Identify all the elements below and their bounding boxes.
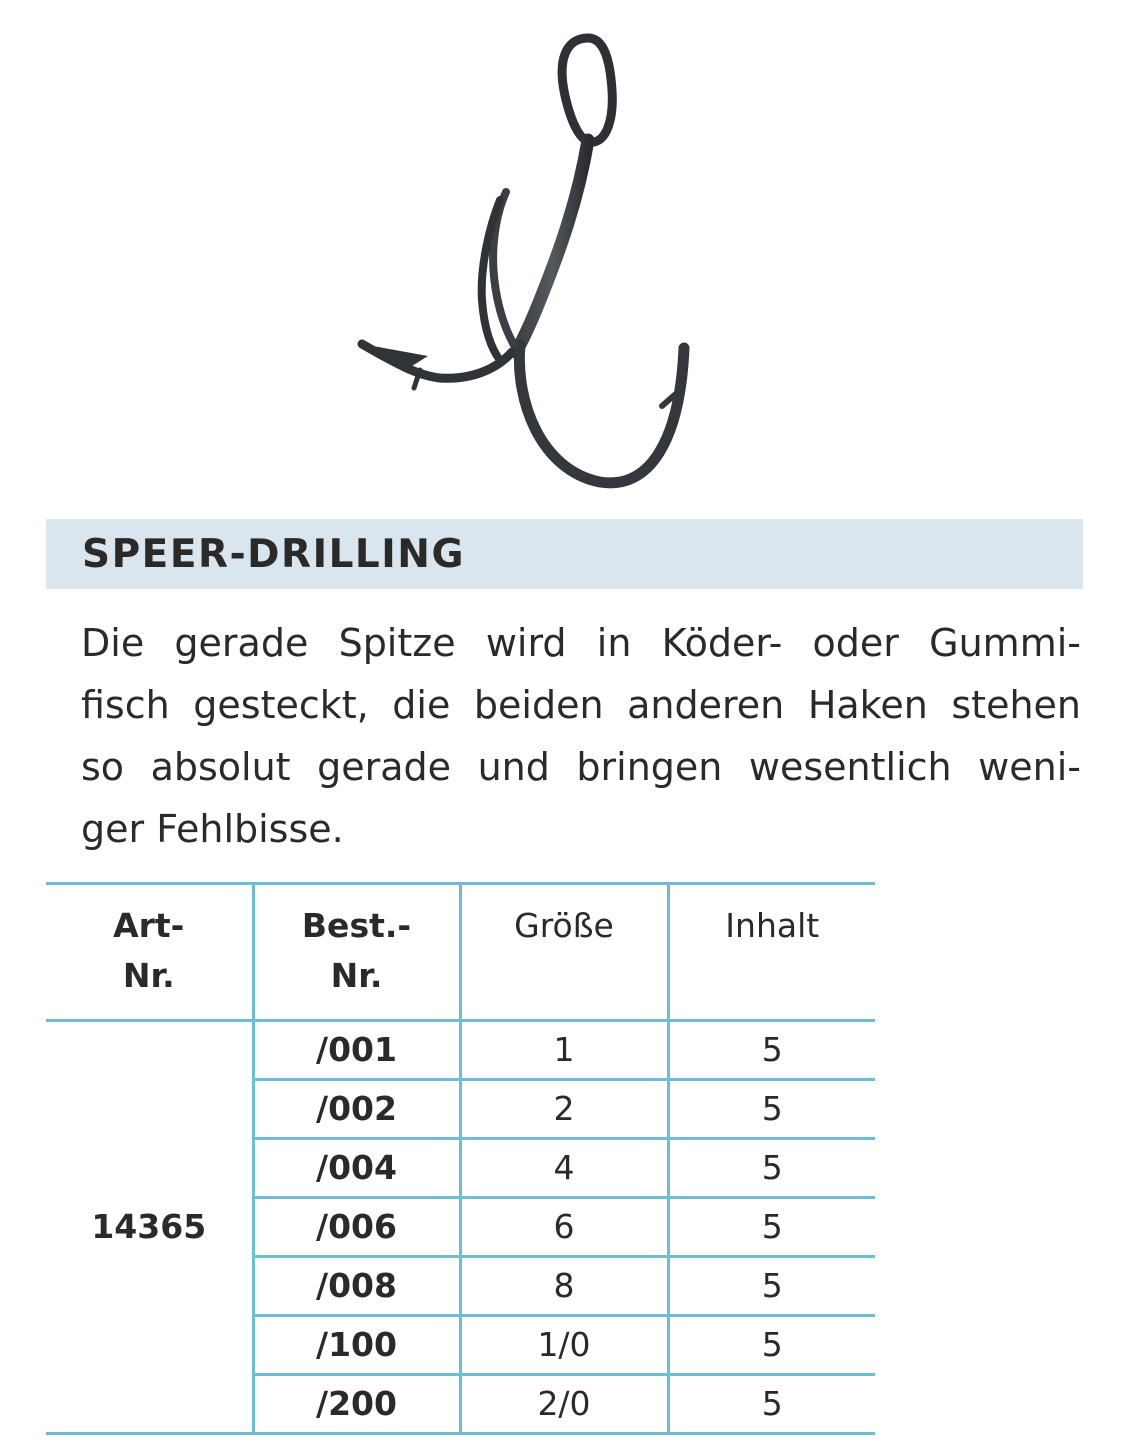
header-inhalt: Inhalt [668,884,875,1021]
description-line: ger Fehlbisse. [81,807,344,851]
title-band [46,519,1083,589]
groesse-cell: 4 [460,1139,668,1198]
header-art-nr [46,884,253,1021]
inhalt-cell: 5 [668,1139,875,1198]
art-nr-cell: 14365 [46,1021,253,1434]
header-art-nr-line1: Art- [113,906,185,945]
description-line: fisch gesteckt, die beiden anderen Haken stehen [81,683,1081,727]
inhalt-cell: 5 [668,1375,875,1434]
best-nr-cell: /002 [253,1080,460,1139]
groesse-cell: 6 [460,1198,668,1257]
header-best-nr [253,884,460,1021]
description-line: Die gerade Spitze wird in Köder- oder Gummi- [81,621,1081,665]
best-nr-cell: /001 [253,1021,460,1080]
best-nr-cell: /100 [253,1316,460,1375]
groesse-cell: 2/0 [460,1375,668,1434]
groesse-cell: 1 [460,1021,668,1080]
inhalt-cell: 5 [668,1198,875,1257]
groesse-cell: 8 [460,1257,668,1316]
inhalt-cell: 5 [668,1080,875,1139]
inhalt-cell: 5 [668,1021,875,1080]
best-nr-cell: /008 [253,1257,460,1316]
header-art-nr-line2: Nr. [122,956,175,995]
treble-hook-icon [340,28,700,498]
table-row [46,1021,875,1080]
best-nr-cell: /006 [253,1198,460,1257]
header-groesse: Größe [460,884,668,1021]
groesse-cell: 1/0 [460,1316,668,1375]
spec-table [46,882,875,1435]
product-description [81,612,1081,860]
product-title: SPEER-DRILLING [82,532,465,577]
inhalt-cell: 5 [668,1257,875,1316]
best-nr-cell: /004 [253,1139,460,1198]
description-line: so absolut gerade und bringen wesentlich weni- [81,745,1081,789]
best-nr-cell: /200 [253,1375,460,1434]
header-best-nr-line1: Best.- [301,906,412,945]
header-best-nr-line2: Nr. [330,956,383,995]
inhalt-cell: 5 [668,1316,875,1375]
groesse-cell: 2 [460,1080,668,1139]
table-header-row [46,884,875,1021]
